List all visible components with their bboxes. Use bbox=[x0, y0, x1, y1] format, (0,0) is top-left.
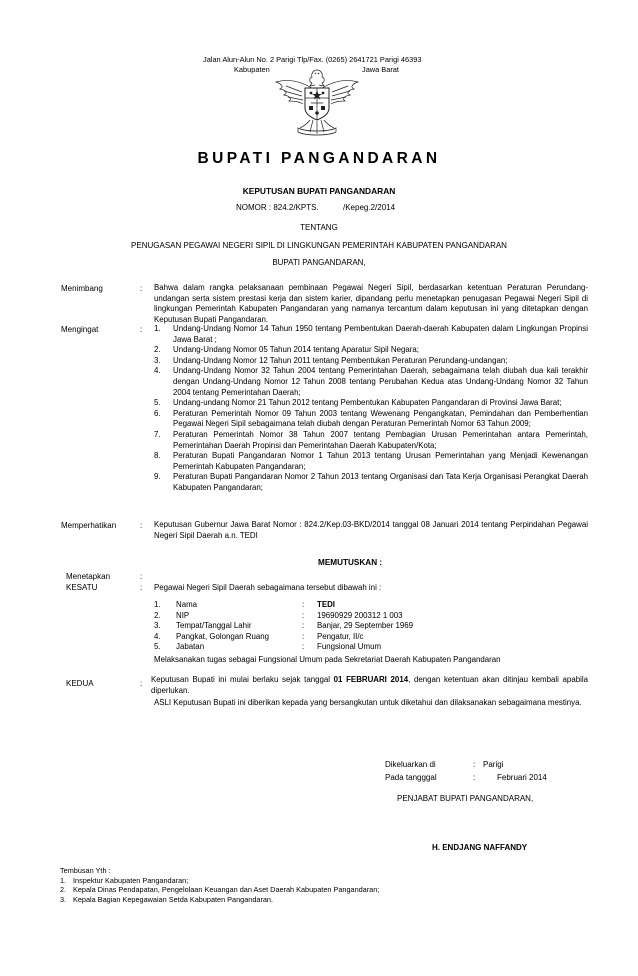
issued-place: Parigi bbox=[483, 760, 504, 769]
list-item-number: 1. bbox=[60, 875, 67, 885]
kedua-effective-date: 01 FEBRUARI 2014 bbox=[333, 675, 409, 684]
decree-number-label: NOMOR : 824.2/KPTS. bbox=[236, 203, 319, 212]
memperhatikan-colon: : bbox=[140, 521, 143, 530]
list-item-number: 4. bbox=[154, 366, 161, 376]
kesatu-text: Pegawai Negeri Sipil Daerah sebagaimana tersebut dibawah ini : bbox=[154, 583, 382, 592]
list-item bbox=[154, 366, 588, 398]
mengingat-colon: : bbox=[140, 325, 143, 334]
field-number: 5. bbox=[154, 642, 161, 652]
header-address-left: Kabupaten bbox=[234, 65, 270, 74]
list-item-number: 8. bbox=[154, 451, 161, 461]
list-item-number: 7. bbox=[154, 429, 161, 439]
list-item bbox=[154, 451, 588, 472]
list-item-text: Undang-Undang Nomor 32 Tahun 2004 tentang Pemerintahan Daerah, sebagaimana telah diubah dua kali terakhir dengan Undang-Undang Nomor 12 Tahun 2008 tentang Perubahan Kedua atas Undang-Undang Nomor 32 Tahun 2004 tentang Pemerintahan Daerah; bbox=[173, 366, 588, 397]
field-colon: : bbox=[302, 642, 305, 652]
menimbang-label: Menimbang bbox=[61, 284, 103, 293]
field-value: Fungsional Umum bbox=[317, 642, 382, 652]
list-item-number: 9. bbox=[154, 472, 161, 482]
list-item-number: 6. bbox=[154, 408, 161, 418]
list-item bbox=[154, 356, 588, 367]
kesatu-assignment: Melaksanakan tugas sebagai Fungsional Umum pada Sekretariat Daerah Kabupaten Pangandaran bbox=[154, 655, 501, 664]
list-item bbox=[60, 895, 379, 905]
field-label: NIP bbox=[176, 610, 190, 620]
field-colon: : bbox=[302, 600, 305, 609]
decree-about: TENTANG bbox=[300, 223, 338, 232]
employee-field-position bbox=[154, 642, 474, 653]
list-item-number: 2. bbox=[154, 345, 161, 355]
list-item-text: Peraturan Bupati Pangandaran Nomor 2 Tahun 2013 tentang Organisasi dan Tata Kerja Organisasi Perangkat Daerah Kabupaten Pangandaran; bbox=[173, 472, 588, 492]
kedua-label: KEDUA bbox=[66, 679, 94, 688]
list-item bbox=[154, 430, 588, 451]
memutuskan-title: MEMUTUSKAN : bbox=[318, 558, 383, 567]
list-item bbox=[60, 885, 379, 895]
mengingat-label: Mengingat bbox=[61, 325, 99, 334]
letterhead-title: BUPATI PANGANDARAN bbox=[197, 150, 441, 167]
list-item-text: Kepala Dinas Pendapatan, Pengelolaan Keuangan dan Aset Daerah Kabupaten Pangandaran; bbox=[73, 885, 380, 895]
header-address-line: Jalan Alun-Alun No. 2 Parigi Tlp/Fax. (0265) 2641721 Parigi 46393 bbox=[203, 55, 422, 64]
mengingat-list bbox=[154, 324, 588, 494]
decree-subject-authority: BUPATI PANGANDARAN, bbox=[272, 258, 366, 267]
list-item-text: Peraturan Pemerintah Nomor 38 Tahun 2007 tentang Pembagian Urusan Pemerintahan antara Pemerintah, Pemerintahan Daerah Propinsi dan Pemerintahan Daerah Kabupaten/Kota; bbox=[173, 429, 588, 450]
list-item bbox=[154, 398, 588, 409]
memperhatikan-label: Memperhatikan bbox=[61, 521, 117, 530]
tembusan-title: Tembusan Yth : bbox=[60, 866, 111, 875]
menimbang-text: Bahwa dalam rangka pelaksanaan pembinaan Pegawai Negeri Sipil, berdasarkan ketentuan Peraturan Perundang-undangan serta sistem prestasi kerja dan sistem karier, dipandang perlu menetapkan penugasan Pegawai Negeri Sipil di lingkungan Pemerintah Kabupaten Pangandaran yang namanya tercantum dalam keputusan ini yang ditetapkan dengan Keputusan Bupati Pangandaran. bbox=[154, 283, 588, 324]
menimbang-colon: : bbox=[140, 284, 143, 293]
list-item-text: Kepala Bagian Kepegawaian Setda Kabupaten Pangandaran. bbox=[73, 894, 274, 904]
issued-colon: : bbox=[473, 760, 476, 769]
employee-details bbox=[154, 600, 474, 653]
signatory-office: PENJABAT BUPATI PANGANDARAN, bbox=[397, 794, 534, 803]
employee-field-name bbox=[154, 600, 474, 611]
kedua-text-end: , dengan ketentuan akan ditinjau kembali apabila diperlukan. bbox=[151, 675, 588, 695]
garuda-emblem-icon bbox=[272, 62, 362, 138]
list-item-number: 3. bbox=[154, 355, 161, 365]
kedua-colon: : bbox=[140, 679, 143, 688]
kedua-text bbox=[151, 675, 588, 696]
signatory-name: H. ENDJANG NAFFANDY bbox=[432, 843, 528, 852]
issued-date-colon: : bbox=[473, 773, 476, 782]
list-item bbox=[154, 472, 588, 493]
list-item bbox=[60, 876, 379, 886]
field-number: 4. bbox=[154, 631, 161, 641]
list-item-text: Undang-undang Nomor 21 Tahun 2012 tentang Pembentukan Kabupaten Pangandaran di Provinsi Jawa Barat; bbox=[173, 398, 562, 408]
field-label: Nama bbox=[176, 600, 198, 609]
list-item-text: Inspektur Kabupaten Pangandaran; bbox=[73, 875, 189, 885]
field-value: Pengatur, II/c bbox=[317, 631, 364, 641]
field-number: 2. bbox=[154, 610, 161, 620]
tembusan-section bbox=[60, 866, 379, 904]
employee-field-birth bbox=[154, 621, 474, 632]
field-colon: : bbox=[302, 610, 305, 620]
field-value: TEDI bbox=[317, 600, 335, 609]
list-item-text: Peraturan Bupati Pangandaran Nomor 1 Tahun 2013 tentang Urusan Pemerintahan yang Menjadi Kewenangan Pemerintah Kabupaten Pangandaran; bbox=[173, 451, 588, 471]
field-value: 19690929 200312 1 003 bbox=[317, 610, 403, 620]
kedua-text-2: ASLI Keputusan Bupati ini diberikan kepada yang bersangkutan untuk diketahui dan dilaksanakan sebagaimana mestinya. bbox=[154, 698, 582, 707]
employee-field-nip bbox=[154, 611, 474, 622]
field-value: Banjar, 29 September 1969 bbox=[317, 621, 414, 631]
field-label: Pangkat, Golongan Ruang bbox=[176, 631, 270, 641]
list-item-number: 1. bbox=[154, 324, 161, 333]
field-colon: : bbox=[302, 631, 305, 641]
list-item-number: 5. bbox=[154, 398, 161, 408]
issued-date: Februari 2014 bbox=[497, 773, 547, 782]
field-label: Jabatan bbox=[176, 642, 205, 652]
field-number: 3. bbox=[154, 621, 161, 631]
list-item bbox=[154, 345, 588, 356]
list-item bbox=[154, 409, 588, 430]
issued-date-label: Pada tangggal bbox=[385, 773, 437, 782]
kedua-text-start: Keputusan Bupati ini mulai berlaku sejak tanggal bbox=[151, 675, 334, 684]
menetapkan-colon: : bbox=[140, 572, 143, 581]
kesatu-colon: : bbox=[140, 583, 143, 592]
field-label: Tempat/Tanggal Lahir bbox=[176, 621, 252, 631]
field-number: 1. bbox=[154, 600, 161, 609]
header-address-right: Jawa Barat bbox=[362, 65, 399, 74]
menetapkan-label: Menetapkan bbox=[66, 572, 111, 581]
decree-subject: PENUGASAN PEGAWAI NEGERI SIPIL DI LINGKUNGAN PEMERINTAH KABUPATEN PANGANDARAN bbox=[131, 241, 507, 250]
issued-label: Dikeluarkan di bbox=[385, 760, 436, 769]
list-item-number: 2. bbox=[60, 885, 67, 895]
list-item-text: Undang-Undang Nomor 05 Tahun 2014 tentang Aparatur Sipil Negara; bbox=[173, 345, 419, 355]
list-item-text: Undang-Undang Nomor 14 Tahun 1950 tentang Pembentukan Daerah-daerah Kabupaten dalam Lingkungan Propinsi Jawa Barat ; bbox=[173, 324, 588, 344]
list-item-text: Undang-Undang Nomor 12 Tahun 2011 tentang Pembentukan Peraturan Perundang-undangan; bbox=[173, 355, 508, 365]
decree-number-suffix: /Kepeg.2/2014 bbox=[343, 203, 396, 212]
list-item bbox=[154, 324, 588, 345]
employee-field-rank bbox=[154, 632, 474, 643]
kesatu-label: KESATU bbox=[66, 583, 98, 592]
list-item-text: Peraturan Pemerintah Nomor 09 Tahun 2003 tentang Wewenang Pengangkatan, Pemindahan dan Pemberhentian Pegawai Negeri Sipil sebagaimana telah diubah dengan Peraturan Pemerintah Nomor 63 Tahun 2009; bbox=[173, 408, 588, 429]
decree-title: KEPUTUSAN BUPATI PANGANDARAN bbox=[242, 186, 396, 196]
list-item-number: 3. bbox=[60, 894, 67, 904]
memperhatikan-text: Keputusan Gubernur Jawa Barat Nomor : 824.2/Kep.03-BKD/2014 tanggal 08 Januari 2014 tentang Perpindahan Pegawai Negeri Sipil Daerah a.n. TEDI bbox=[154, 520, 588, 540]
field-colon: : bbox=[302, 621, 305, 631]
